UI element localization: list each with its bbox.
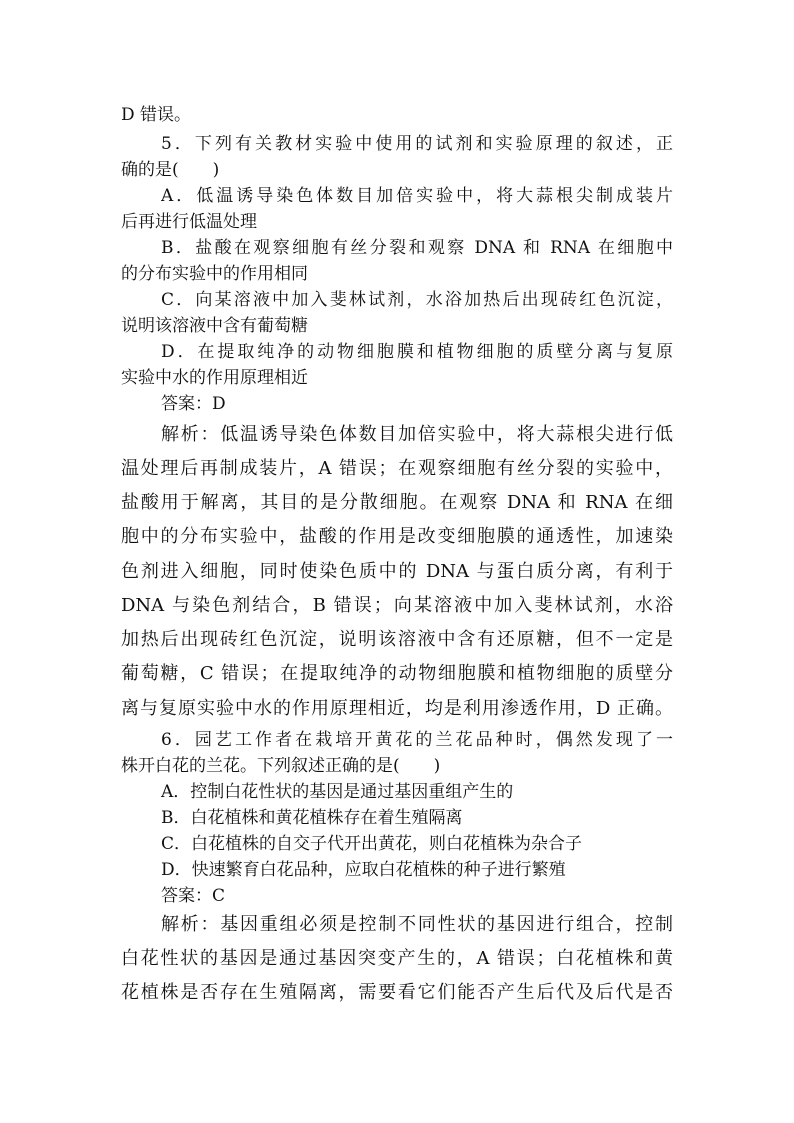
question-5-option-d: D．在提取纯净的动物细胞膜和植物细胞的质壁分离与复原 (161, 342, 673, 362)
question-5-analysis-line-2: 温处理后再制成装片，A 错误；在观察细胞有丝分裂的实验中， (121, 458, 673, 479)
question-6-option-d: D．快速繁育白花品种，应取白花植株的种子进行繁殖 (161, 860, 566, 880)
question-5-option-a: A．低温诱导染色体数目加倍实验中，将大蒜根尖制成装片 (161, 186, 673, 206)
question-6-option-a: A．控制白花性状的基因是通过基因重组产生的 (161, 782, 514, 802)
question-5-answer: 答案：D (161, 394, 226, 414)
question-5-analysis: 解析：低温诱导染色体数目加倍实验中，将大蒜根尖进行低 (161, 424, 673, 445)
question-6-analysis: 解析：基因重组必须是控制不同性状的基因进行组合，控制 (161, 914, 673, 935)
question-5-analysis-line-4: 胞中的分布实验中，盐酸的作用是改变细胞膜的通透性，加速染 (121, 526, 673, 547)
question-5-option-b: B．盐酸在观察细胞有丝分裂和观察 DNA 和 RNA 在细胞中 (161, 238, 673, 258)
question-5-option-c: C．向某溶液中加入斐林试剂，水浴加热后出现砖红色沉淀， (161, 290, 673, 310)
question-5-analysis-line-9: 离与复原实验中水的作用原理相近，均是利用渗透作用，D 正确。 (121, 698, 673, 719)
question-6-analysis-line-3: 花植株是否存在生殖隔离，需要看它们能否产生后代及后代是否 (121, 982, 673, 1003)
question-5-option-c-cont: 说明该溶液中含有葡萄糖 (121, 316, 308, 336)
question-5-analysis-line-8: 葡萄糖，C 错误；在提取纯净的动物细胞膜和植物细胞的质壁分 (121, 663, 673, 684)
question-6-analysis-line-2: 白花性状的基因是通过基因突变产生的，A 错误；白花植株和黄 (121, 948, 673, 969)
question-5-stem-cont: 确的是( ) (121, 160, 220, 180)
question-5-analysis-line-3: 盐酸用于解离，其目的是分散细胞。在观察 DNA 和 RNA 在细 (121, 492, 673, 513)
question-6-option-c: C．白花植株的自交子代开出黄花，则白花植株为杂合子 (161, 834, 583, 854)
question-5-analysis-line-5: 色剂进入细胞，同时使染色质中的 DNA 与蛋白质分离，有利于 (121, 561, 673, 582)
question-5-analysis-line-7: 加热后出现砖红色沉淀，说明该溶液中含有还原糖，但不一定是 (121, 629, 673, 650)
question-6-option-b: B．白花植株和黄花植株存在着生殖隔离 (161, 808, 463, 828)
question-5-stem: 5．下列有关教材实验中使用的试剂和实验原理的叙述，正 (161, 134, 673, 154)
question-5-option-b-cont: 的分布实验中的作用相同 (121, 264, 308, 284)
text-line-prev-answer-end: D 错误。 (121, 105, 192, 125)
question-5-option-d-cont: 实验中水的作用原理相近 (121, 368, 308, 388)
question-6-stem-cont: 株开白花的兰花。下列叙述正确的是( ) (121, 756, 441, 776)
question-5-option-a-cont: 后再进行低温处理 (121, 212, 257, 232)
question-5-analysis-line-6: DNA 与染色剂结合，B 错误；向某溶液中加入斐林试剂，水浴 (121, 595, 673, 616)
question-6-answer: 答案：C (161, 886, 226, 906)
question-6-stem: 6．园艺工作者在栽培开黄花的兰花品种时，偶然发现了一 (161, 730, 673, 750)
